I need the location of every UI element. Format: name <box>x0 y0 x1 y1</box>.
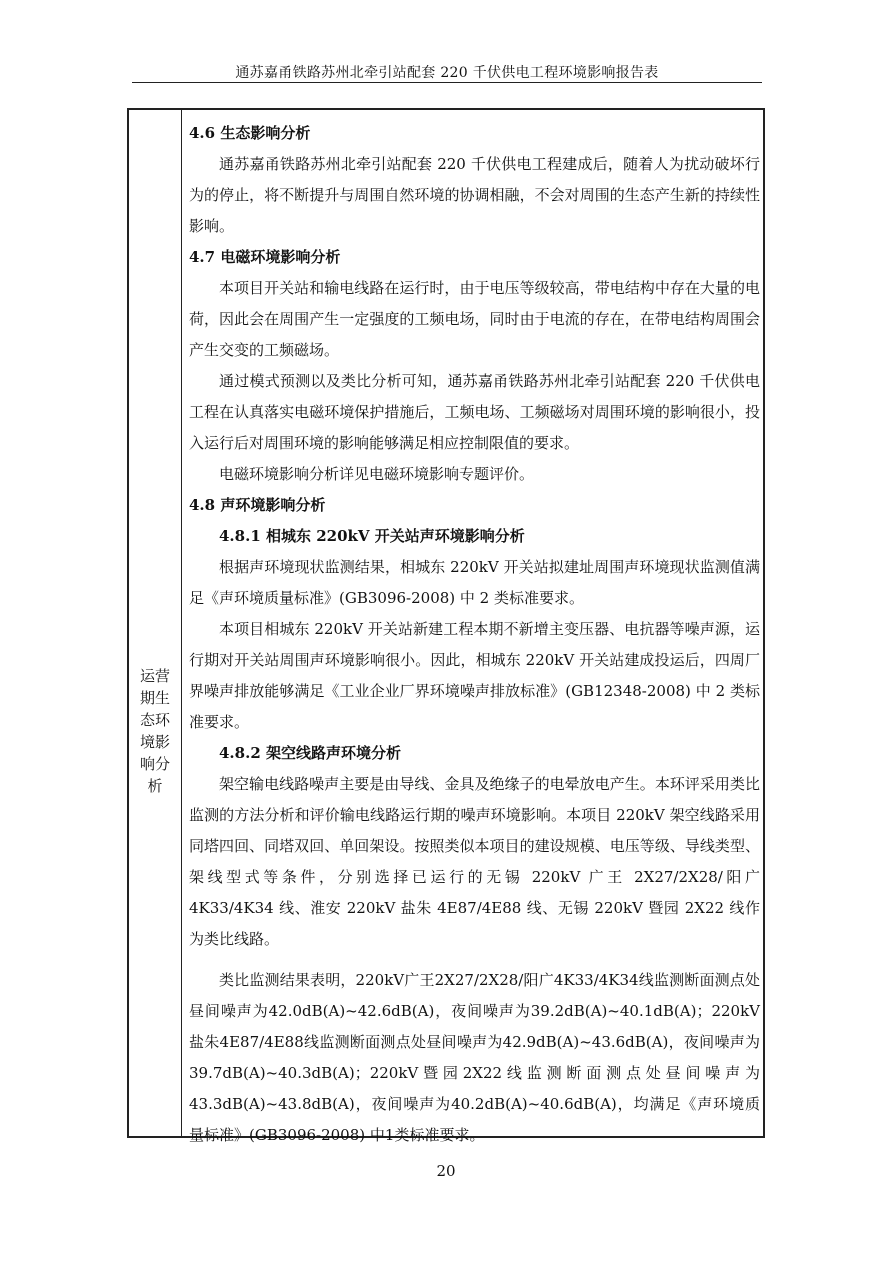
subsection-heading-4-8-2: 4.8.2 架空线路声环境分析 <box>219 744 401 762</box>
paragraph: 类比监测结果表明，220kV广王2X27/2X28/阳广4K33/4K34线监测断面测点处昼间噪声为42.0dB(A)~42.6dB(A)，夜间噪声为39.2dB(A)~40.1dB(A)；220kV盐朱4E87/4E88线监测断面测点处昼间噪声为42.9dB(A)~43.6dB(A)，夜间噪声为39.7dB(A)~40.3dB(A)；220kV暨园2X22线监测断面测点处昼间噪声为43.3dB(A)~43.8dB(A)，夜间噪声为40.2dB(A)~40.6dB(A)，均满足《声环境质量标准》(GB3096-2008) 中1类标准要求。 <box>189 971 760 1144</box>
paragraph-gap <box>189 955 760 965</box>
content-table <box>127 108 765 1144</box>
analysis-content <box>189 118 760 1151</box>
header-rule <box>132 82 762 83</box>
paragraph: 通苏嘉甬铁路苏州北牵引站配套 220 千伏供电工程建成后，随着人为扰动破坏行为的停止，将不断提升与周围自然环境的协调相融，不会对周围的生态产生新的持续性影响。 <box>189 155 760 235</box>
column-divider <box>181 110 182 1136</box>
paragraph: 本项目开关站和输电线路在运行时，由于电压等级较高，带电结构中存在大量的电荷，因此会在周围产生一定强度的工频电场，同时由于电流的存在，在带电结构周围会产生交变的工频磁场。 <box>189 279 760 359</box>
paragraph: 架空输电线路噪声主要是由导线、金具及绝缘子的电晕放电产生。本环评采用类比监测的方法分析和评价输电线路运行期的噪声环境影响。本项目 220kV 架空线路采用同塔四回、同塔双回、单回架设。按照类似本项目的建设规模、电压等级、导线类型、架线型式等条件，分别选择已运行的无锡 220kV 广王 2X27/2X28/阳广 4K33/4K34 线、淮安 220kV 盐朱 4E87/4E88 线、无锡 220kV 暨园 2X22 线作为类比线路。 <box>189 775 760 948</box>
section-heading-4-6: 4.6 生态影响分析 <box>189 124 311 142</box>
paragraph: 电磁环境影响分析详见电磁环境影响专题评价。 <box>219 465 535 483</box>
section-heading-4-8: 4.8 声环境影响分析 <box>189 496 326 514</box>
paragraph: 根据声环境现状监测结果，相城东 220kV 开关站拟建址周围声环境现状监测值满足《声环境质量标准》(GB3096-2008) 中 2 类标准要求。 <box>189 558 760 607</box>
paragraph: 本项目相城东 220kV 开关站新建工程本期不新增主变压器、电抗器等噪声源，运行期对开关站周围声环境影响很小。因此，相城东 220kV 开关站建成投运后，四周厂界噪声排放能够满足《工业企业厂界环境噪声排放标准》(GB12348-2008) 中 2 类标准要求。 <box>189 620 760 731</box>
row-label: 运营期生态环境影响分析 <box>139 667 170 795</box>
section-heading-4-7: 4.7 电磁环境影响分析 <box>189 248 341 266</box>
page-number: 20 <box>436 1162 456 1180</box>
paragraph: 通过模式预测以及类比分析可知，通苏嘉甬铁路苏州北牵引站配套 220 千伏供电工程在认真落实电磁环境保护措施后，工频电场、工频磁场对周围环境的影响很小，投入运行后对周围环境的影响能够满足相应控制限值的要求。 <box>189 372 760 452</box>
subsection-heading-4-8-1: 4.8.1 相城东 220kV 开关站声环境影响分析 <box>219 527 525 545</box>
report-header-title: 通苏嘉甬铁路苏州北牵引站配套 220 千伏供电工程环境影响报告表 <box>235 65 659 81</box>
